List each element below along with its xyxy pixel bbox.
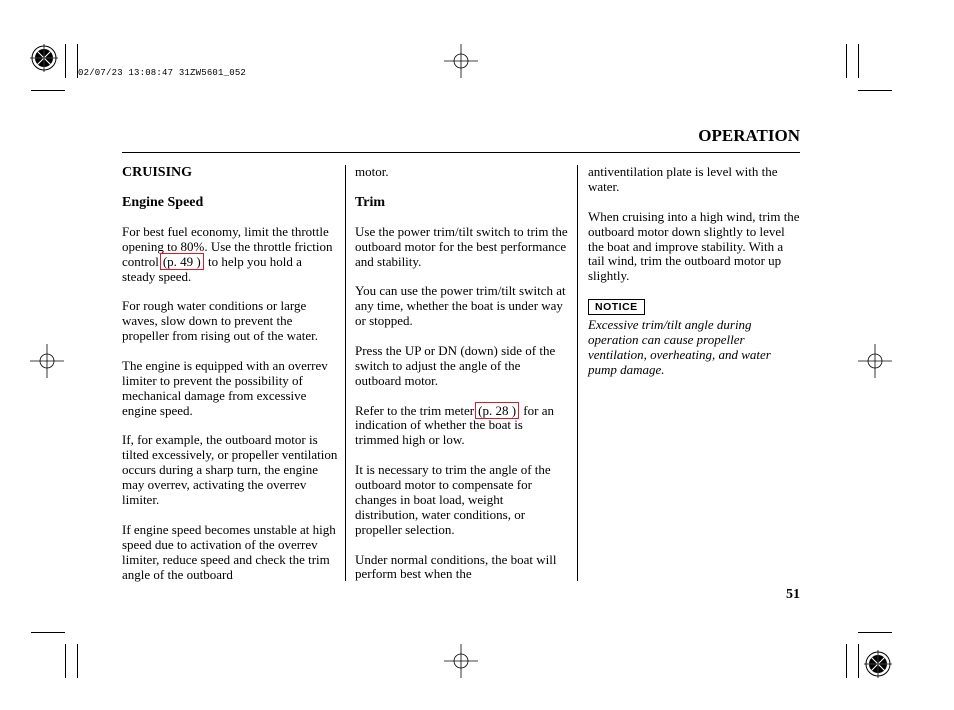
paragraph-text: for an indication of whether the boat is trimmed high or low. <box>355 402 554 448</box>
section-title: OPERATION <box>698 126 800 145</box>
column-2 <box>355 165 569 597</box>
subheading-engine-speed: Engine Speed <box>122 194 204 210</box>
paragraph: You can use the power trim/tilt switch at any time, whether the boat is under way or stopped. <box>355 283 566 329</box>
paragraph-text: Refer to the trim meter <box>355 402 475 418</box>
crop-mark <box>858 90 892 91</box>
column-1 <box>122 165 338 597</box>
crop-mark <box>31 90 65 91</box>
crosshair-registration-icon <box>444 644 478 678</box>
paragraph <box>355 404 569 449</box>
crop-mark <box>65 44 66 78</box>
paragraph: When cruising into a high wind, trim the outboard motor down slightly to level the boat and improve stability. With a tail wind, trim the outboard motor up slightly. <box>588 208 800 284</box>
paragraph: If, for example, the outboard motor is tilted excessively, or propeller ventilation occurs during a sharp turn, the engine may overrev, activating the overrev limiter. <box>122 432 338 508</box>
page-link-49[interactable]: (p. 49 ) <box>160 253 204 270</box>
crop-mark <box>858 632 892 633</box>
registration-sunburst-icon <box>864 650 892 678</box>
crop-mark <box>846 644 847 678</box>
crop-mark <box>858 644 859 678</box>
continuation-text: antiventilation plate is level with the water. <box>588 164 778 194</box>
crop-mark <box>77 644 78 678</box>
section-heading: CRUISING <box>122 165 193 180</box>
print-stamp: 02/07/23 13:08:47 31ZW5601_052 <box>78 68 247 78</box>
crop-mark <box>31 632 65 633</box>
page-link-28[interactable]: (p. 28 ) <box>475 402 519 419</box>
crosshair-registration-icon <box>858 344 892 378</box>
paragraph-text: For best fuel economy, limit the throttle opening to 80%. Use the throttle friction control <box>122 223 333 269</box>
page-number: 51 <box>786 587 800 602</box>
paragraph: For rough water conditions or large waves, slow down to prevent the propeller from rising out of the water. <box>122 298 319 344</box>
paragraph <box>122 225 338 285</box>
registration-sunburst-icon <box>30 44 58 72</box>
header-divider <box>122 152 800 153</box>
column-3 <box>588 165 800 378</box>
paragraph: It is necessary to trim the angle of the outboard motor to compensate for changes in boat load, weight distribution, water conditions, or propeller selection. <box>355 462 551 537</box>
paragraph: Under normal conditions, the boat will perform best when the <box>355 551 557 582</box>
column-divider <box>577 165 578 581</box>
crosshair-registration-icon <box>30 344 64 378</box>
paragraph: If engine speed becomes unstable at high speed due to activation of the overrev limiter, reduce speed and check the trim angle of the outboard <box>122 521 336 582</box>
subheading-trim: Trim <box>355 194 386 210</box>
crop-mark <box>846 44 847 78</box>
paragraph: Use the power trim/tilt switch to trim the outboard motor for the best performance and stability. <box>355 223 568 269</box>
paragraph: The engine is equipped with an overrev limiter to prevent the possibility of mechanical damage from excessive engine speed. <box>122 357 328 418</box>
column-divider <box>345 165 346 581</box>
notice-label: NOTICE <box>588 299 645 315</box>
paragraph-text: to help you hold a steady speed. <box>122 253 302 284</box>
paragraph: Press the UP or DN (down) side of the switch to adjust the angle of the outboard motor. <box>355 342 556 388</box>
continuation-text: motor. <box>355 164 389 179</box>
crop-mark <box>65 644 66 678</box>
crosshair-registration-icon <box>444 44 478 78</box>
notice-text: Excessive trim/tilt angle during operation can cause propeller ventilation, overheating, and water pump damage. <box>588 317 771 377</box>
crop-mark <box>858 44 859 78</box>
